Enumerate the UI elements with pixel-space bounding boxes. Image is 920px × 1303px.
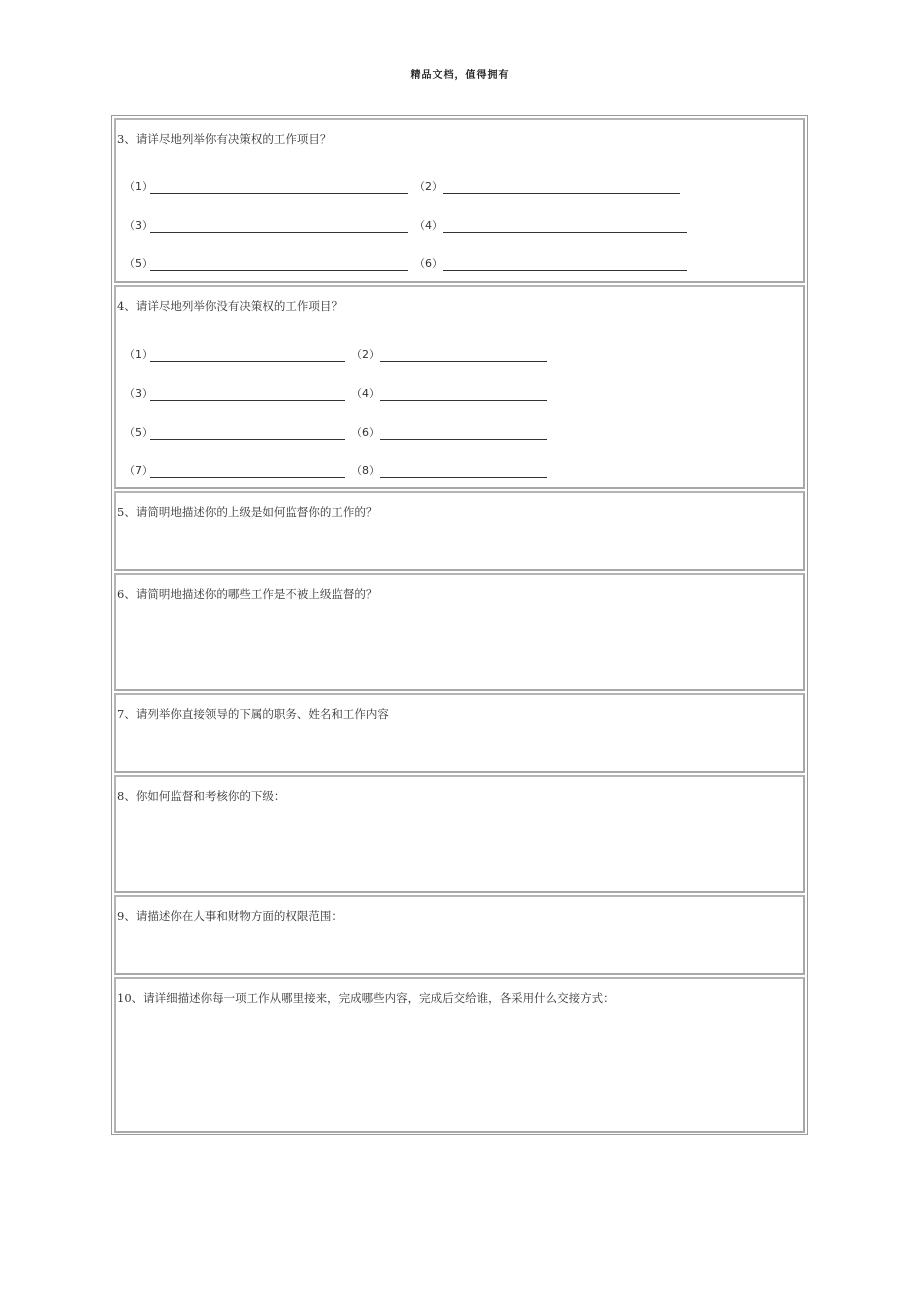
q3-item-4-label: （4） <box>414 219 443 232</box>
q4-item-2-label: （2） <box>351 348 380 361</box>
question-9-answer-area[interactable] <box>116 927 803 973</box>
question-9-text: 9、请描述你在人事和财物方面的权限范围： <box>117 909 343 923</box>
question-4-text: 4、请详尽地列举你没有决策权的工作项目？ <box>117 299 343 313</box>
q4-item-8-label: （8） <box>351 464 380 477</box>
question-6-text: 6、请简明地描述你的哪些工作是不被上级监督的？ <box>117 587 378 601</box>
q4-item-3-label: （3） <box>124 387 153 400</box>
q3-item-3-label: （3） <box>124 219 153 232</box>
question-5-text: 5、请简明地描述你的上级是如何监督你的工作的？ <box>117 505 378 519</box>
q3-item-2-label: （2） <box>414 180 443 193</box>
q4-item-5-label: （5） <box>124 426 153 439</box>
q3-item-4-blank[interactable] <box>443 232 687 233</box>
q3-item-1-label: （1） <box>124 180 153 193</box>
question-3-cell <box>114 118 805 283</box>
question-10-cell <box>114 977 805 1133</box>
page-header: 精品文档，值得拥有 <box>410 70 510 81</box>
q3-item-5-label: （5） <box>124 257 153 270</box>
question-3-text: 3、请详尽地列举你有决策权的工作项目？ <box>117 132 332 146</box>
q4-item-1-label: （1） <box>124 348 153 361</box>
q3-item-5-blank[interactable] <box>150 270 408 271</box>
job-analysis-form <box>111 115 808 1135</box>
question-10-answer-area[interactable] <box>116 1009 803 1131</box>
question-7-text: 7、请列举你直接领导的下属的职务、姓名和工作内容 <box>117 707 389 721</box>
question-8-text: 8、你如何监督和考核你的下级： <box>117 789 286 803</box>
q4-item-2-blank[interactable] <box>380 361 547 362</box>
q4-item-8-blank[interactable] <box>380 477 547 478</box>
question-7-cell <box>114 693 805 773</box>
question-7-answer-area[interactable] <box>116 725 803 771</box>
q4-item-5-blank[interactable] <box>150 439 345 440</box>
question-10-text: 10、请详细描述你每一项工作从哪里接来，完成哪些内容，完成后交给谁，各采用什么交接方式： <box>117 991 615 1005</box>
q4-item-4-blank[interactable] <box>380 400 547 401</box>
q3-item-6-blank[interactable] <box>443 270 687 271</box>
q3-item-1-blank[interactable] <box>150 193 408 194</box>
q4-item-1-blank[interactable] <box>150 361 345 362</box>
q4-item-7-blank[interactable] <box>150 477 345 478</box>
question-6-cell <box>114 573 805 691</box>
q4-item-4-label: （4） <box>351 387 380 400</box>
q3-item-2-blank[interactable] <box>443 193 680 194</box>
question-5-answer-area[interactable] <box>116 523 803 569</box>
q3-item-3-blank[interactable] <box>150 232 408 233</box>
question-5-cell <box>114 491 805 571</box>
question-4-cell <box>114 285 805 489</box>
q3-item-6-label: （6） <box>414 257 443 270</box>
q4-item-3-blank[interactable] <box>150 400 345 401</box>
question-9-cell <box>114 895 805 975</box>
question-8-cell <box>114 775 805 893</box>
question-6-answer-area[interactable] <box>116 605 803 689</box>
q4-item-6-label: （6） <box>351 426 380 439</box>
q4-item-6-blank[interactable] <box>380 439 547 440</box>
q4-item-7-label: （7） <box>124 464 153 477</box>
question-8-answer-area[interactable] <box>116 807 803 891</box>
